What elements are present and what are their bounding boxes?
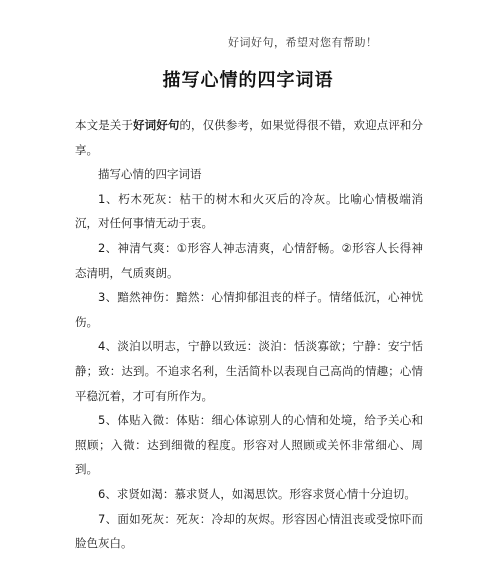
header-note: 好词好句，希望对您有帮助！ xyxy=(228,36,378,49)
intro-prefix: 本文是关于 xyxy=(75,118,134,132)
document-body xyxy=(75,113,423,556)
idiom-paragraph-4: 4、淡泊以明志，宁静以致远：淡泊：恬淡寡欲；宁静：安宁恬静；致：达到。不追求名利，生活简朴以表现自己高尚的情趣；心情平稳沉着，才可有所作为。 xyxy=(75,339,423,403)
intro-paragraph xyxy=(75,113,423,162)
intro-keyword: 好词好句 xyxy=(133,118,180,132)
intro-suffix: 的，仅供参考，如果觉得很不错，欢迎点评和分享。 xyxy=(75,118,424,157)
idiom-paragraph-2: 2、神清气爽：①形容人神志清爽，心情舒畅。②形容人长得神态清明，气质爽朗。 xyxy=(75,240,423,280)
idiom-paragraph-1: 1、朽木死灰：枯干的树木和火灭后的冷灰。比喻心情极端消沉，对任何事情无动于衷。 xyxy=(75,191,423,231)
idiom-paragraph-3: 3、黯然神伤：黯然：心情抑郁沮丧的样子。情绪低沉，心神忧伤。 xyxy=(75,290,423,329)
idiom-paragraph-6: 6、求贤如渴：慕求贤人，如渴思饮。形容求贤心情十分迫切。 xyxy=(98,486,416,501)
idiom-paragraph-5: 5、体贴入微：体贴：细心体谅别人的心情和处境，给予关心和照顾；入微：达到细微的程度。形容对人照顾或关怀非常细心、周到。 xyxy=(75,413,423,477)
section-heading: 描写心情的四字词语 xyxy=(98,167,202,182)
page-title: 描写心情的四字词语 xyxy=(162,70,334,91)
idiom-paragraph-7: 7、面如死灰：死灰：冷却的灰烬。形容因心情沮丧或受惊吓而脸色灰白。 xyxy=(75,511,423,551)
